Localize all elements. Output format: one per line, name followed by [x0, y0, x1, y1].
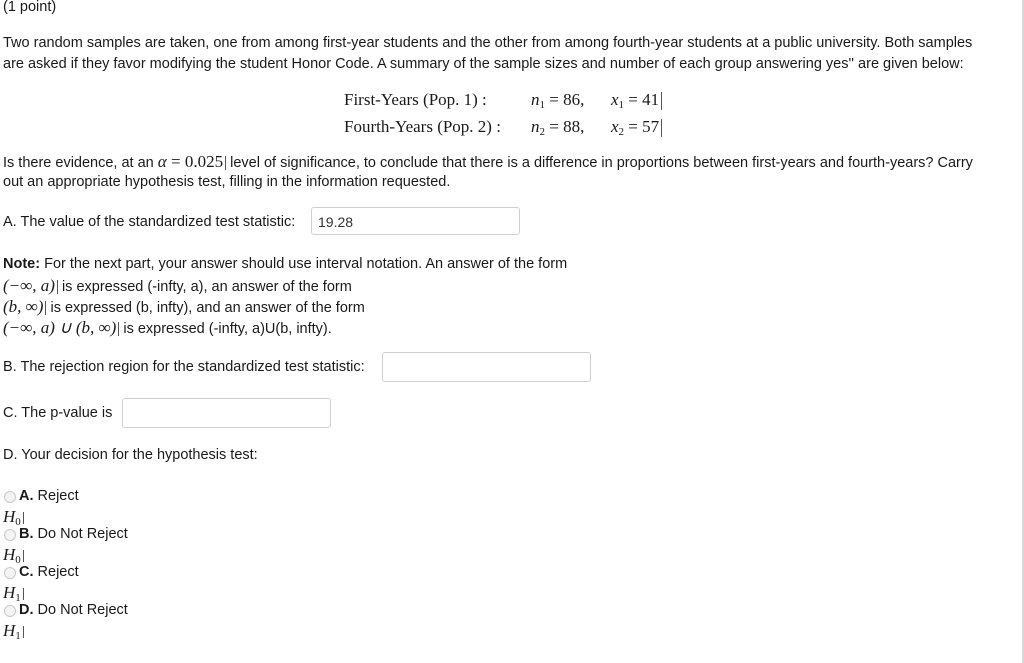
problem-text-line-2: are asked if they favor modifying the student Honor Code. A summary of the sample sizes and number of each group answering yes'' are given below:: [3, 56, 964, 72]
note-line-4: [3, 318, 332, 338]
option-d-letter: D.: [19, 602, 34, 618]
option-a-hypothesis: $H_0$: [3, 507, 24, 528]
part-a-label: A. The value of the standardized test statistic:: [3, 214, 296, 230]
note-line-1: [3, 256, 567, 272]
part-c-label: C. The p-value is: [3, 405, 113, 421]
part-d-label: D. Your decision for the hypothesis test:: [3, 447, 258, 463]
row1-label: First-Years (Pop. 1) :: [344, 90, 487, 109]
option-d-radio[interactable]: [4, 605, 16, 617]
part-b-label: B. The rejection region for the standardized test statistic:: [3, 359, 365, 375]
row2-n-value: 88,: [563, 117, 585, 136]
alpha-value: 0.025: [184, 152, 224, 171]
row2-n: $n_2 = 88$,: [531, 117, 585, 138]
option-b-hypothesis: $H_0$: [3, 545, 24, 566]
option-d-hypothesis: $H_1$: [3, 621, 24, 642]
option-d-label[interactable]: [19, 602, 128, 618]
option-b-radio[interactable]: [4, 529, 16, 541]
problem-text-line-1: Two random samples are taken, one from among first-year students and the other from among fourth-year students at a public university. Both samples: [3, 35, 973, 51]
row2-x-value: 57: [642, 117, 660, 136]
question-post: level of significance, to conclude that there is a difference in proportions between first-years and fourth-years? Carry: [230, 155, 973, 171]
note-math-4: (−∞, a) ∪ (b, ∞): [3, 318, 117, 337]
option-c-text: Reject: [37, 564, 79, 580]
note-text-4: is expressed (-infty, a)U(b, infty).: [123, 321, 332, 337]
p-value-input[interactable]: [122, 398, 331, 428]
note-math-2: (−∞, a): [3, 276, 55, 295]
note-line-2: [3, 276, 352, 296]
option-c-hypothesis: $H_1$: [3, 583, 24, 604]
note-text-2: is expressed (-infty, a), an answer of the form: [61, 279, 352, 295]
note-label: Note:: [3, 256, 41, 272]
row1-n: $n_1 = 86$,: [531, 90, 585, 111]
question-line-1: Is there evidence, at an α = 0.025 level of significance, to conclude that there is a difference in proportions between first-years and fourth-years? Carry: [3, 152, 973, 171]
option-b-text: Do Not Reject: [37, 526, 128, 542]
row2-label: Fourth-Years (Pop. 2) :: [344, 117, 501, 136]
question-pre: Is there evidence, at an: [3, 155, 154, 171]
option-c-radio[interactable]: [4, 567, 16, 579]
question-line-2: out an appropriate hypothesis test, filling in the information requested.: [3, 174, 451, 190]
option-c-letter: C.: [19, 564, 34, 580]
rejection-region-input[interactable]: [382, 352, 591, 382]
option-b-letter: B.: [19, 526, 34, 542]
option-c-label[interactable]: [19, 564, 79, 580]
row1-x-value: 41: [642, 90, 660, 109]
row2-x: $x_2 = 57$: [611, 117, 662, 138]
option-a-text: Reject: [37, 488, 79, 504]
points-label: (1 point): [3, 0, 57, 15]
row1-n-value: 86,: [563, 90, 585, 109]
option-b-label[interactable]: [19, 526, 128, 542]
note-math-3: (b, ∞): [3, 297, 44, 316]
option-a-radio[interactable]: [4, 491, 16, 503]
note-text-1: For the next part, your answer should use interval notation. An answer of the form: [44, 256, 568, 272]
option-d-text: Do Not Reject: [37, 602, 128, 618]
option-a-label[interactable]: [19, 488, 79, 504]
note-text-3: is expressed (b, infty), and an answer of the form: [50, 300, 365, 316]
row1-x: $x_1 = 41$: [611, 90, 662, 111]
note-line-3: [3, 297, 365, 317]
option-a-letter: A.: [19, 488, 34, 504]
test-statistic-input[interactable]: 19.28: [311, 207, 520, 235]
